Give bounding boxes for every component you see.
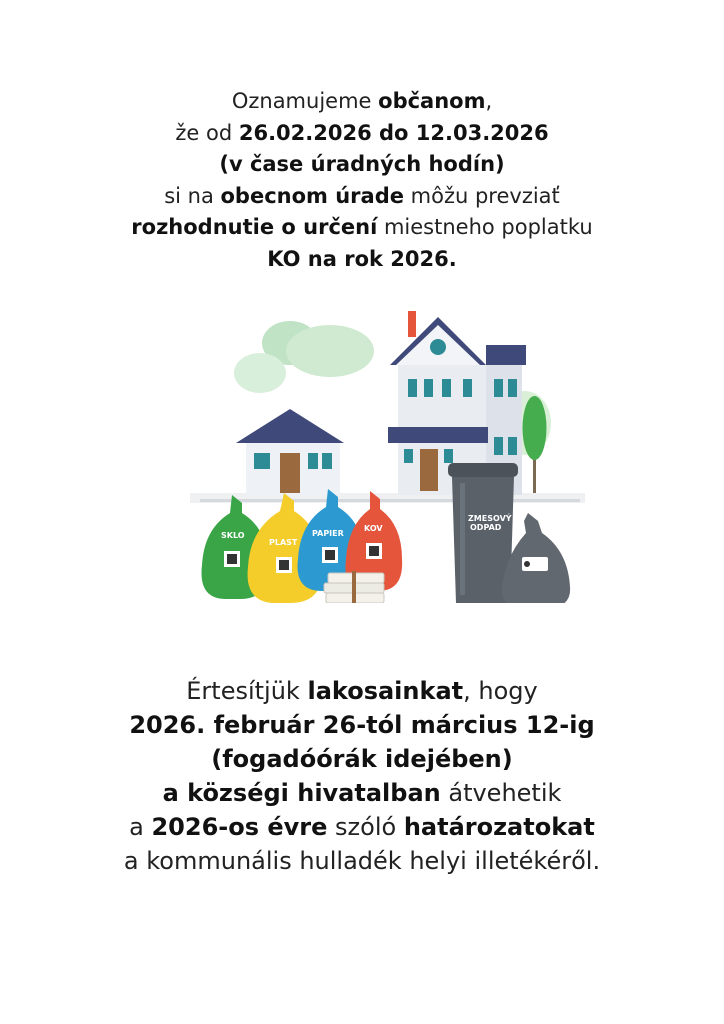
tree bbox=[523, 396, 547, 460]
bin-label-2: ODPAD bbox=[470, 523, 502, 532]
bin-label-1: ZMESOVÝ bbox=[468, 514, 512, 523]
newspaper-stack bbox=[324, 571, 384, 603]
slovak-notice bbox=[0, 86, 724, 275]
bag-label-kov: KOV bbox=[364, 524, 383, 533]
hu-line-6: a kommunális hulladék helyi illetékéről. bbox=[123, 847, 601, 875]
small-house bbox=[236, 409, 344, 495]
bag-label-plast: PLAST bbox=[269, 538, 298, 547]
hu-line-1: Értesítjük lakosainkat, hogy bbox=[186, 677, 538, 705]
sk-line-2: že od 26.02.2026 do 12.03.2026 bbox=[175, 120, 549, 145]
sk-line-3: (v čase úradných hodín) bbox=[219, 152, 505, 176]
sk-line-1: Oznamujeme občanom, bbox=[231, 89, 493, 113]
hu-line-4: a községi hivatalban átvehetik bbox=[162, 779, 562, 807]
hungarian-notice bbox=[0, 674, 724, 878]
waste-illustration bbox=[190, 303, 585, 603]
hu-line-2: 2026. február 26-tól március 12-ig bbox=[129, 711, 595, 739]
hu-line-5: a 2026-os évre szóló határozatokat bbox=[129, 813, 595, 841]
bag-label-papier: PAPIER bbox=[312, 529, 344, 538]
sk-line-4: si na obecnom úrade môžu prevziať bbox=[164, 183, 560, 208]
sk-line-5: rozhodnutie o určení miestneho poplatku bbox=[131, 215, 593, 239]
bag-label-sklo: SKLO bbox=[221, 531, 245, 540]
sk-line-6: KO na rok 2026. bbox=[267, 246, 457, 271]
hu-line-3: (fogadóórák idejében) bbox=[211, 745, 513, 773]
